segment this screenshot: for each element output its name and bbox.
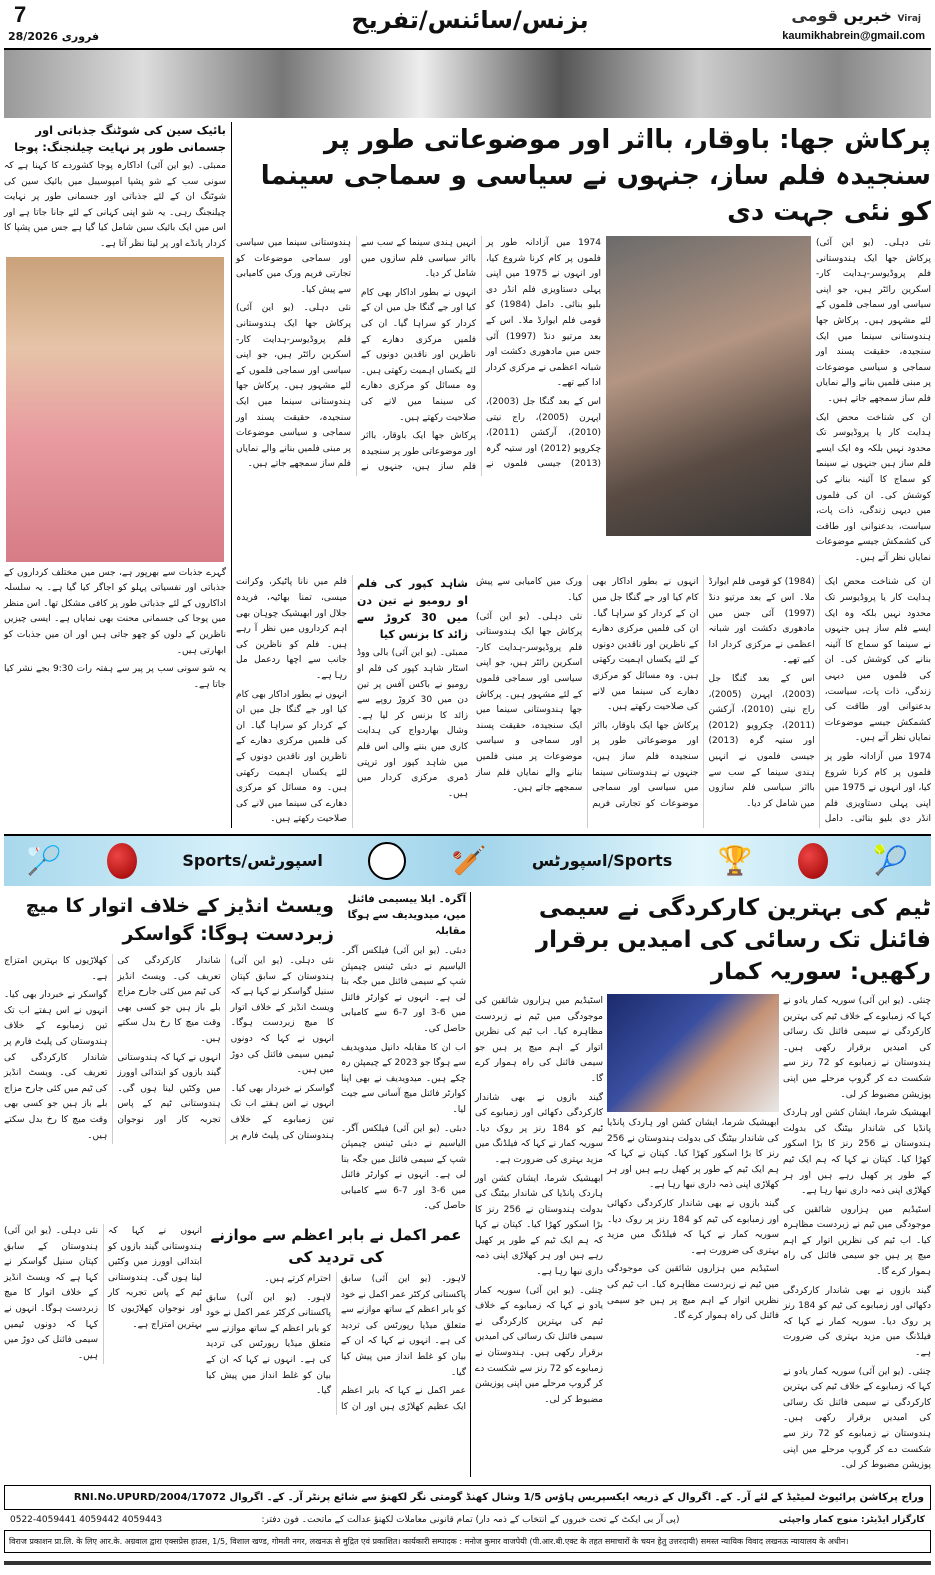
umar-akmal-headline: عمر اکمل نے بابر اعظم سے موازنے کی تردید کی	[210, 1226, 462, 1267]
main-article-col-right: نئی دہلی۔ (یو این آئی) پرکاش جھا ایک ہندوستانی فلم پروڈیوسر-ہدایت کار-اسکرین رائٹر ہیں، جو اپنی سیاسی اور سماجی فلموں کے لئے مشہور ہیں۔ پرکاش جھا ہندوستانی سینما میں ایک سنجیدہ، حقیقت پسند اور سماجی و سیاسی موضوعات پر مبنی فلمیں بنانے والے نمایاں فلم ساز سمجھے جاتے ہیں۔ ان کی شناخت محض ایک ہدایت کار یا پروڈیوسر تک محدود نہیں بلکہ وہ ایک ایسے فلم ساز ہیں جنہوں نے سینما کو سماج کا آئینہ بنانے کی کوشش کی۔ ان کی فلموں میں دیہی زندگی، ذات پات، سیاست، بدعنوانی اور طاقت کی کشمکش جیسے موضوعات نمایاں نظر آتے ہیں۔	[816, 238, 931, 563]
legal-note: (پی آر بی ایکٹ کے تحت خبروں کے انتخاب کے ذمہ دار) تمام قانونی معاملات لکھنؤ عدالت کے ماتحت۔ فون دفتر:	[261, 1514, 680, 1525]
batsman-icon: 🏏	[451, 844, 487, 878]
top-section	[4, 122, 931, 828]
sports-banner	[4, 834, 931, 886]
contact-line	[4, 1510, 931, 1530]
imprint-line: وراج پرکاشن پرائیوٹ لمیٹیڈ کے لئے آر۔ کے۔ اگروال کے ذریعہ ایکسپریس ہاؤس 1/5 وشال کھنڈ گومتی نگر لکھنؤ سے شائع پرنٹر آر۔ کے۔ اگروال RNI.No.UPURD/2004/17072	[4, 1485, 931, 1510]
sports-main-col-right: چنئی۔ (یو این آئی) سوریہ کمار یادو نے کہا کہ زمبابوے کے خلاف ٹیم کی بہترین کارکردگی نے سیمی فائنل تک رسائی کی امیدیں برقرار رکھی ہیں۔ ہندوستان نے زمبابوے کو 72 رنز سے شکست دے کر گروپ مرحلے میں اپنی پوزیشن مضبوط کر لی۔ ابھیشیک شرما، ایشان کشن اور ہاردک پانڈیا کی شاندار بیٹنگ کی بدولت ہندوستان نے 256 رنز کا بڑا اسکور کھڑا کیا۔ کپتان نے کہا کہ ہم ایک ٹیم کے طور پر کھیل رہے ہیں اور ہر کھلاڑی اپنی ذمہ داری نبھا رہا ہے۔ اسٹیڈیم میں ہزاروں شائقین کی موجودگی میں ٹیم نے زبردست مظاہرہ کیا۔ اب ٹیم کی نظریں اتوار کے اہم میچ پر ہیں جو سیمی فائنل کی راہ ہموار کرے گا۔ گیند بازوں نے بھی شاندار کارکردگی دکھائی اور زمبابوے کی ٹیم کو 184 رنز پر روک دیا۔ سوریہ کمار نے کہا کہ فیلڈنگ میں مزید بہتری کی ضرورت ہے۔ چنئی۔ (یو این آئی) سوریہ کمار یادو نے کہا کہ زمبابوے کے خلاف ٹیم کی بہترین کارکردگی نے سیمی فائنل تک رسائی کی امیدیں برقرار رکھی ہیں۔ ہندوستان نے زمبابوے کو 72 رنز سے شکست دے کر گروپ مرحلے میں اپنی پوزیشن مضبوط کر لی۔	[783, 995, 932, 1471]
gavaskar-article-lower: انہوں نے کہا کہ ہندوستانی گیند بازوں کو ابتدائی اوورز میں وکٹیں لینا ہوں گی۔ ہندوستانی ٹیم کے پاس تجربہ کار اور نوجوان کھلاڑیوں کا بہترین امتزاج ہے۔ نئی دہلی۔ (یو این آئی) ہندوستان کے سابق کپتان سنیل گواسکر نے کہا ہے کہ ویسٹ انڈیز کے خلاف اتوار کا میچ زبردست ہوگا۔ انہوں نے کہا کہ دونوں ٹیمیں سیمی فائنل کی دوڑ میں ہیں۔	[4, 1226, 202, 1361]
sports-section	[4, 892, 931, 1477]
sports-column-divider	[470, 892, 471, 1477]
sports-label-2: اسپورٹس/Sports	[531, 851, 673, 871]
sports-main-body: اسٹیڈیم میں ہزاروں شائقین کی موجودگی میں ٹیم نے زبردست مظاہرہ کیا۔ اب ٹیم کی نظریں اتوار کے اہم میچ پر ہیں جو سیمی فائنل کی راہ ہموار کرے گا۔ گیند بازوں نے بھی شاندار کارکردگی دکھائی اور زمبابوے کی ٹیم کو 184 رنز پر روک دیا۔ سوریہ کمار نے کہا کہ فیلڈنگ میں مزید بہتری کی ضرورت ہے۔ ابھیشیک شرما، ایشان کشن اور ہاردک پانڈیا کی شاندار بیٹنگ کی بدولت ہندوستان نے 256 رنز کا بڑا اسکور کھڑا کیا۔ کپتان نے کہا کہ ہم ایک ٹیم کے طور پر کھیل رہے ہیں اور ہر کھلاڑی اپنی ذمہ داری نبھا رہا ہے۔ چنئی۔ (یو این آئی) سوریہ کمار یادو نے کہا کہ زمبابوے کے خلاف ٹیم کی بہترین کارکردگی نے سیمی فائنل تک رسائی کی امیدیں برقرار رکھی ہیں۔ ہندوستان نے زمبابوے کو 72 رنز سے شکست دے کر گروپ مرحلے میں اپنی پوزیشن مضبوط کر لی۔	[475, 995, 603, 1405]
tennis-article: دبئی۔ (یو این آئی) فیلکس آگر۔ الیاسیم نے دبئی ٹینس چیمپئن شپ کے سیمی فائنل میں جگہ بنا لی ہے۔ انہوں نے کوارٹر فائنل میں 6-3 اور 7-6 سے کامیابی حاصل کی۔ اب ان کا مقابلہ دانیل میدویدیف سے ہوگا جو 2023 کے چیمپئن رہ چکے ہیں۔ میدویدیف نے بھی اپنا کوارٹر فائنل میچ آسانی سے جیت لیا۔ دبئی۔ (یو این آئی) فیلکس آگر۔ الیاسیم نے دبئی ٹینس چیمپئن شپ کے سیمی فائنل میں جگہ بنا لی ہے۔ انہوں نے کوارٹر فائنل میں 6-3 اور 7-6 سے کامیابی حاصل کی۔	[341, 945, 466, 1212]
sub-headline: شاہد کپور کی فلم او رومیو نے تین دن میں 30 کروڑ سے زائد کا بزنس کیا	[357, 577, 468, 642]
bottom-rule	[4, 1561, 931, 1565]
suryakumar-photo	[607, 994, 779, 1112]
email-link[interactable]: kaumikhabrein@gmail.com	[782, 30, 925, 42]
sub-article: شاہد کپور کی فلم او رومیو نے تین دن میں 30 کروڑ سے زائد کا بزنس کیا ممبئی۔ (یو این آئی) بالی ووڈ اسٹار شاہد کپور کی فلم او رومیو نے باکس آفس پر تین دن میں 30 کروڑ روپے سے زائد کا بزنس کر لیا ہے۔ وشال بھاردواج کی ہدایت کاری میں بننے والی اس فلم میں شاہد کپور اور ترپتی ڈمری مرکزی کردار میں ہیں۔ فلم میں نانا پاٹیکر، وکرانت میسی، تمنا بھاٹیہ، فریدہ جلال اور ابھیشیک چوہان بھی اہم کرداروں میں نظر آ رہے ہیں۔ فلم کو ناظرین کی جانب سے اچھا ردعمل مل رہا ہے۔ انہوں نے بطور اداکار بھی کام کیا اور جے گنگا جل میں ان کے کردار کو سراہا گیا۔ ان کی فلمیں مرکزی دھارے کے ناظرین اور ناقدین دونوں کے لئے یکساں اہمیت رکھتی ہیں۔ وہ مسائل کو مرکزی دھارے کی سینما میں لانے کی صلاحیت رکھتے ہیں۔	[236, 577, 469, 825]
masthead	[4, 0, 931, 48]
section-title: بزنس/سائنس/تفریح	[351, 6, 589, 34]
sports-label: Sports/اسپورٹس	[182, 851, 323, 871]
cricket-ball-icon	[798, 843, 828, 879]
gavaskar-article: نئی دہلی۔ (یو این آئی) ہندوستان کے سابق کپتان سنیل گواسکر نے کہا ہے کہ ویسٹ انڈیز کے خلاف اتوار کا میچ زبردست ہوگا۔ انہوں نے کہا کہ دونوں ٹیمیں سیمی فائنل کی دوڑ میں ہیں۔ گواسکر نے خبردار بھی کیا۔ انہوں نے اس ہفتے اب تک تین زمبابوے کے خلاف ہندوستان کی پلیٹ فارم پر شاندار کارکردگی کی تعریف کی۔ ویسٹ انڈیز کی ٹیم میں کئی جارح مزاج بلے باز ہیں جو کسی بھی وقت میچ کا رخ بدل سکتے ہیں۔ انہوں نے کہا کہ ہندوستانی گیند بازوں کو ابتدائی اوورز میں وکٹیں لینا ہوں گی۔ ہندوستانی ٹیم کے پاس تجربہ کار اور نوجوان کھلاڑیوں کا بہترین امتزاج ہے۔ گواسکر نے خبردار بھی کیا۔ انہوں نے اس ہفتے اب تک تین زمبابوے کے خلاف ہندوستان کی پلیٹ فارم پر شاندار کارکردگی کی تعریف کی۔ ویسٹ انڈیز کی ٹیم میں کئی جارح مزاج بلے باز ہیں جو کسی بھی وقت میچ کا رخ بدل سکتے ہیں۔	[4, 955, 334, 1141]
main-article	[236, 122, 931, 828]
cricket-ball-icon	[107, 843, 137, 879]
sports-left-block	[4, 892, 466, 1415]
gavaskar-headline: ویسٹ انڈیز کے خلاف اتوار کا میچ زبردست ہوگا: گواسکر	[25, 894, 334, 945]
column-divider	[231, 122, 232, 828]
left-headline: بائیک سین کی شوٹنگ جذباتی اور جسمانی طور پر نہایت چیلنجنگ: پوجا	[14, 123, 226, 154]
phone-numbers: 0522-4059441 4059442 4059443	[10, 1514, 163, 1525]
sports-main-headline: ٹیم کی بہترین کارکردگی نے سیمی فائنل تک رسائی کی امیدیں برقرار رکھیں: سوریہ کمار	[535, 894, 931, 985]
left-article-body: گہرے جذبات سے بھرپور ہے، جس میں مختلف کرداروں کے جذباتی اور نفسیاتی پہلو کو اجاگر کیا گیا ہے۔ یہ سلسلہ اداکاروں کے لئے جذباتی طور پر کافی مشکل تھا۔ اس منظر میں پوجا کی جسمانی محنت بھی نمایاں ہے۔ ایسی چیزیں ناظرین کے دلوں کو چھو جاتی ہیں اور ان میں جذبات کو ابھارتی ہیں۔ یہ شو سونی سب پر پیر سے ہفتہ رات 9:30 بجے نشر کیا جاتا ہے۔	[4, 567, 226, 690]
trophy-icon: 🏆	[717, 844, 753, 878]
tennis-headline: آگرہ۔ ایلا ییسیمی فائنل میں، میدویدیف سے ہوگا مقابلہ	[347, 893, 466, 937]
page-number: 7	[14, 2, 27, 27]
shuttlecock-icon: 🏸	[26, 844, 62, 878]
header-collage-image	[4, 48, 931, 118]
football-icon	[368, 842, 406, 880]
main-headline: پرکاش جھا: باوقار، بااثر اور موضوعاتی طور پر سنجیدہ فلم ساز، جنہوں نے سیاسی و سماجی سینما کو نئی جہت دی	[260, 125, 931, 227]
tennis-rackets-icon: 🎾	[873, 844, 909, 878]
left-article-intro: ممبئی۔ (یو این آئی) اداکارہ پوجا کشوردے کا کہنا ہے کہ سونی سب کے شو پشپا امپوسیبل میں بائیک سین کی شوٹنگ ان کے لئے جذباتی اور جسمانی طور پر نہایت چیلنجنگ رہی۔ یہ شو اپنی کہانی کے لئے جانا جاتا ہے اور اس میں ایک بائیک سین شامل کیا گیا ہے جس میں پشپا کا کردار پانڈے اور پر لیتا نظر آتا ہے۔	[4, 161, 226, 249]
prakash-jha-photo	[606, 236, 811, 536]
issue-date: 28/فروری 2026	[8, 30, 100, 43]
sports-main-block	[475, 892, 931, 1477]
main-article-body-lower: ان کی شناخت محض ایک ہدایت کار یا پروڈیوسر تک محدود نہیں بلکہ وہ ایک ایسے فلم ساز ہیں جنہوں نے سینما کو سماج کا آئینہ بنانے کی کوشش کی۔ ان کی فلموں میں دیہی زندگی، ذات پات، سیاست، بدعنوانی اور طاقت کی کشمکش جیسے موضوعات نمایاں نظر آتے ہیں۔ 1974 میں آزادانہ طور پر فلموں پر کام کرنا شروع کیا، اور انہوں نے 1975 میں اپنی پہلی دستاویزی فلم انڈر دی بلیو بنائی۔ دامل (1984) کو قومی فلم ایوارڈ ملا۔ اس کے بعد مرتیو دنڈ (1997) آئی جس میں مادھوری دکشت اور شبانہ اعظمی نے مرکزی کردار ادا کیے تھے۔ اس کے بعد گنگا جل (2003)، اپہرن (2005)، راج نیتی (2010)، آرکشن (2011)، چکرویو (2012) اور ستیہ گرہ (2013) جیسی فلموں نے انہیں ہندی سینما کے سب سے بااثر سیاسی فلم سازوں میں شامل کر دیا۔ انہوں نے بطور اداکار بھی کام کیا اور جے گنگا جل میں ان کے کردار کو سراہا گیا۔ ان کی فلمیں مرکزی دھارے کے ناظرین اور ناقدین دونوں کے لئے یکساں اہمیت رکھتی ہیں۔ وہ مسائل کو مرکزی دھارے کی سینما میں لانے کی صلاحیت رکھتے ہیں۔ پرکاش جھا ایک باوقار، بااثر اور موضوعاتی طور پر سنجیدہ فلم ساز ہیں، جنہوں نے ہندوستانی سینما میں سیاسی اور سماجی موضوعات کو تجارتی فریم ورک میں کامیابی سے پیش کیا۔ نئی دہلی۔ (یو این آئی) پرکاش جھا ایک ہندوستانی فلم پروڈیوسر-ہدایت کار-اسکرین رائٹر ہیں، جو اپنی سیاسی اور سماجی فلموں کے لئے مشہور ہیں۔ پرکاش جھا ہندوستانی سینما میں ایک سنجیدہ، حقیقت پسند اور سماجی و سیاسی موضوعات پر مبنی فلمیں بنانے والے نمایاں فلم ساز سمجھے جاتے ہیں۔	[476, 577, 931, 825]
left-article	[4, 122, 226, 696]
sports-main-body-2: ابھیشیک شرما، ایشان کشن اور ہاردک پانڈیا کی شاندار بیٹنگ کی بدولت ہندوستان نے 256 رنز کا بڑا اسکور کھڑا کیا۔ کپتان نے کہا کہ ہم ایک ٹیم کے طور پر کھیل رہے ہیں اور ہر کھلاڑی اپنی ذمہ داری نبھا رہا ہے۔ گیند بازوں نے بھی شاندار کارکردگی دکھائی اور زمبابوے کی ٹیم کو 184 رنز پر روک دیا۔ سوریہ کمار نے کہا کہ فیلڈنگ میں مزید بہتری کی ضرورت ہے۔ اسٹیڈیم میں ہزاروں شائقین کی موجودگی میں ٹیم نے زبردست مظاہرہ کیا۔ اب ٹیم کی نظریں اتوار کے اہم میچ پر ہیں جو سیمی فائنل کی راہ ہموار کرے گا۔	[607, 1117, 779, 1322]
editor-credit: کارگزار ایڈیٹر: منوج کمار واجپئی	[778, 1514, 925, 1525]
brand-logo: خبریں قومی Viraj	[791, 6, 921, 25]
umar-akmal-article: لاہور۔ (یو این آئی) سابق پاکستانی کرکٹر عمر اکمل نے خود کو بابر اعظم کے ساتھ موازنے سے متعلق میڈیا رپورٹس کی تردید کی ہے۔ انہوں نے کہا کہ ان کے بیان کو غلط انداز میں پیش کیا گیا۔ عمر اکمل نے کہا کہ بابر اعظم ایک عظیم کھلاڑی ہیں اور ان کا احترام کرتے ہیں۔ لاہور۔ (یو این آئی) سابق پاکستانی کرکٹر عمر اکمل نے خود کو بابر اعظم کے ساتھ موازنے سے متعلق میڈیا رپورٹس کی تردید کی ہے۔ انہوں نے کہا کہ ان کے بیان کو غلط انداز میں پیش کیا گیا۔	[205, 1274, 466, 1412]
main-article-body: 1974 میں آزادانہ طور پر فلموں پر کام کرنا شروع کیا، اور انہوں نے 1975 میں اپنی پہلی دستاویزی فلم انڈر دی بلیو بنائی۔ دامل (1984) کو قومی فلم ایوارڈ ملا۔ اس کے بعد مرتیو دنڈ (1997) آئی جس میں مادھوری دکشت اور شبانہ اعظمی نے مرکزی کردار ادا کیے تھے۔ اس کے بعد گنگا جل (2003)، اپہرن (2005)، راج نیتی (2010)، آرکشن (2011)، چکرویو (2012) اور ستیہ گرہ (2013) جیسی فلموں نے انہیں ہندی سینما کے سب سے بااثر سیاسی فلم سازوں میں شامل کر دیا۔ انہوں نے بطور اداکار بھی کام کیا اور جے گنگا جل میں ان کے کردار کو سراہا گیا۔ ان کی فلمیں مرکزی دھارے کے ناظرین اور ناقدین دونوں کے لئے یکساں اہمیت رکھتی ہیں۔ وہ مسائل کو مرکزی دھارے کی سینما میں لانے کی صلاحیت رکھتے ہیں۔ پرکاش جھا ایک باوقار، بااثر اور موضوعاتی طور پر سنجیدہ فلم ساز ہیں، جنہوں نے ہندوستانی سینما میں سیاسی اور سماجی موضوعات کو تجارتی فریم ورک میں کامیابی سے پیش کیا۔ نئی دہلی۔ (یو این آئی) پرکاش جھا ایک ہندوستانی فلم پروڈیوسر-ہدایت کار-اسکرین رائٹر ہیں، جو اپنی سیاسی اور سماجی فلموں کے لئے مشہور ہیں۔ پرکاش جھا ہندوستانی سینما میں ایک سنجیدہ، حقیقت پسند اور سماجی و سیاسی موضوعات پر مبنی فلمیں بنانے والے نمایاں فلم ساز سمجھے جاتے ہیں۔	[236, 238, 602, 473]
hindi-imprint: विराज प्रकाशन प्रा.लि. के लिए आर.के. अग्रवाल द्वारा एक्सप्रेस हाउस, 1/5, विशाल खण्ड, गोमती नगर, लखनऊ से मुद्रित एवं प्रकाशित। कार्यकारी सम्पादक : मनोज कुमार वाजपेयी (पी.आर.बी.एक्ट के तहत समाचारों के चयन हेतु उत्तरदायी) समस्त न्यायिक विवाद लखनऊ न्यायालय के अधीन।	[4, 1530, 931, 1553]
actress-photo	[6, 257, 224, 562]
